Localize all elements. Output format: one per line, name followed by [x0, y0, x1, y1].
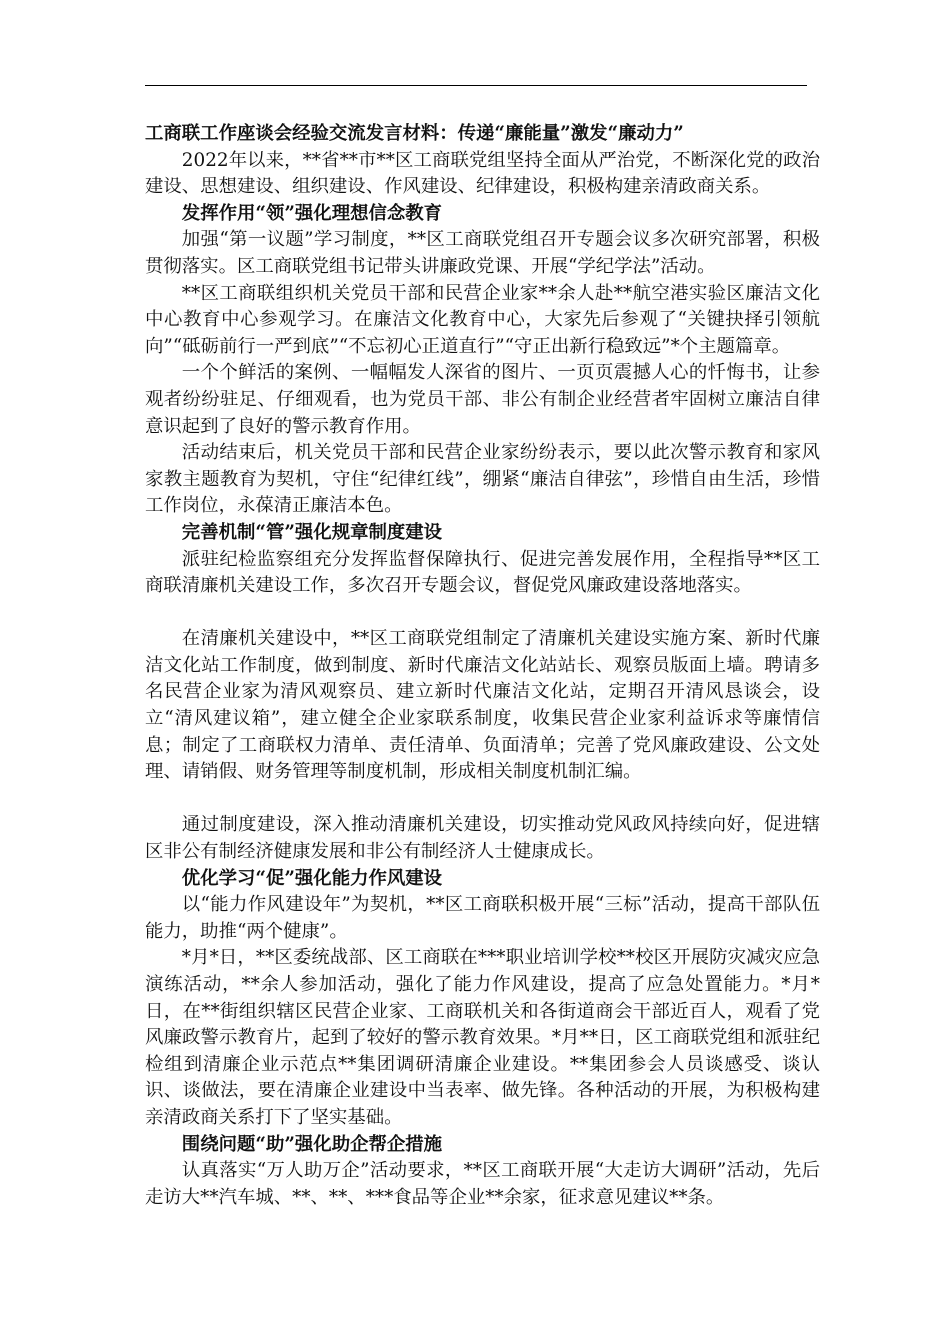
body-paragraph: 以“能力作风建设年”为契机，**区工商联积极开展“三标”活动，提高干部队伍能力，助推“两个健康”。: [145, 894, 820, 942]
section-heading-4: 围绕问题“助”强化助企帮企措施: [181, 1133, 443, 1155]
document-body: [145, 121, 820, 1211]
body-paragraph: 派驻纪检监察组充分发挥监督保障执行、促进完善发展作用，全程指导**区工商联清廉机关建设工作，多次召开专题会议，督促党风廉政建设落地落实。: [145, 548, 820, 597]
body-paragraph: 在清廉机关建设中，**区工商联党组制定了清廉机关建设实施方案、新时代廉洁文化站工作制度，做到制度、新时代廉洁文化站站长、观察员版面上墙。聘请多名民营企业家为清风观察员、建立新时代廉洁文化站，定期召开清风恳谈会，设立“清风建议箱”，建立健全企业家联系制度，收集民营企业家利益诉求等廉情信息；制定了工商联权力清单、责任清单、负面清单；完善了党风廉政建设、公文处理、请销假、财务管理等制度机制，形成相关制度机制汇编。: [145, 628, 820, 783]
header-rule: [145, 85, 807, 86]
section-heading-1: 发挥作用“领”强化理想信念教育: [181, 202, 443, 224]
section-heading-3: 优化学习“促”强化能力作风建设: [181, 867, 443, 889]
section-heading-2: 完善机制“管”强化规章制度建设: [181, 521, 443, 543]
body-paragraph: 活动结束后，机关党员干部和民营企业家纷纷表示，要以此次警示教育和家风家教主题教育为契机，守住“纪律红线”，绷紧“廉洁自律弦”，珍惜自由生活，珍惜工作岗位，永葆清正廉洁本色。: [145, 442, 820, 517]
body-paragraph: *月*日，**区委统战部、区工商联在***职业培训学校**校区开展防灾减灾应急演练活动，**余人参加活动，强化了能力作风建设，提高了应急处置能力。*月*日，在**街组织辖区民营企业家、工商联机关和各街道商会干部近百人，观看了党风廉政警示教育片，起到了较好的警示教育效果。*月**日，区工商联党组和派驻纪检组到清廉企业示范点**集团调研清廉企业建设。**集团参会人员谈感受、谈认识、谈做法，要在清廉企业建设中当表率、做先锋。各种活动的开展，为积极构建亲清政商关系打下了坚实基础。: [145, 947, 820, 1128]
body-paragraph: **区工商联组织机关党员干部和民营企业家**余人赴**航空港实验区廉洁文化中心教育中心参观学习。在廉洁文化教育中心，大家先后参观了“关键抉择引领航向”“砥砺前行一严到底”“不忘初心正道直行”“守正出新行稳致远”*个主题篇章。: [145, 282, 820, 357]
body-paragraph: 认真落实“万人助万企”活动要求，**区工商联开展“大走访大调研”活动，先后走访大**汽车城、**、**、***食品等企业**余家，征求意见建议**条。: [145, 1160, 820, 1208]
document-title: 工商联工作座谈会经验交流发言材料：传递“廉能量”激发“廉动力”: [145, 123, 684, 144]
body-paragraph: 一个个鲜活的案例、一幅幅发人深省的图片、一页页震撼人心的忏悔书，让参观者纷纷驻足、仔细观看，也为党员干部、非公有制企业经营者牢固树立廉洁自律意识起到了良好的警示教育作用。: [145, 362, 820, 437]
intro-paragraph: 2022年以来，**省**市**区工商联党组坚持全面从严治党，不断深化党的政治建设、思想建设、组织建设、作风建设、纪律建设，积极构建亲清政商关系。: [145, 149, 820, 198]
body-paragraph: 加强“第一议题”学习制度，**区工商联党组召开专题会议多次研究部署，积极贯彻落实。区工商联党组书记带头讲廉政党课、开展“学纪学法”活动。: [145, 229, 820, 277]
body-paragraph: 通过制度建设，深入推动清廉机关建设，切实推动党风政风持续向好，促进辖区非公有制经济健康发展和非公有制经济人士健康成长。: [145, 814, 820, 863]
